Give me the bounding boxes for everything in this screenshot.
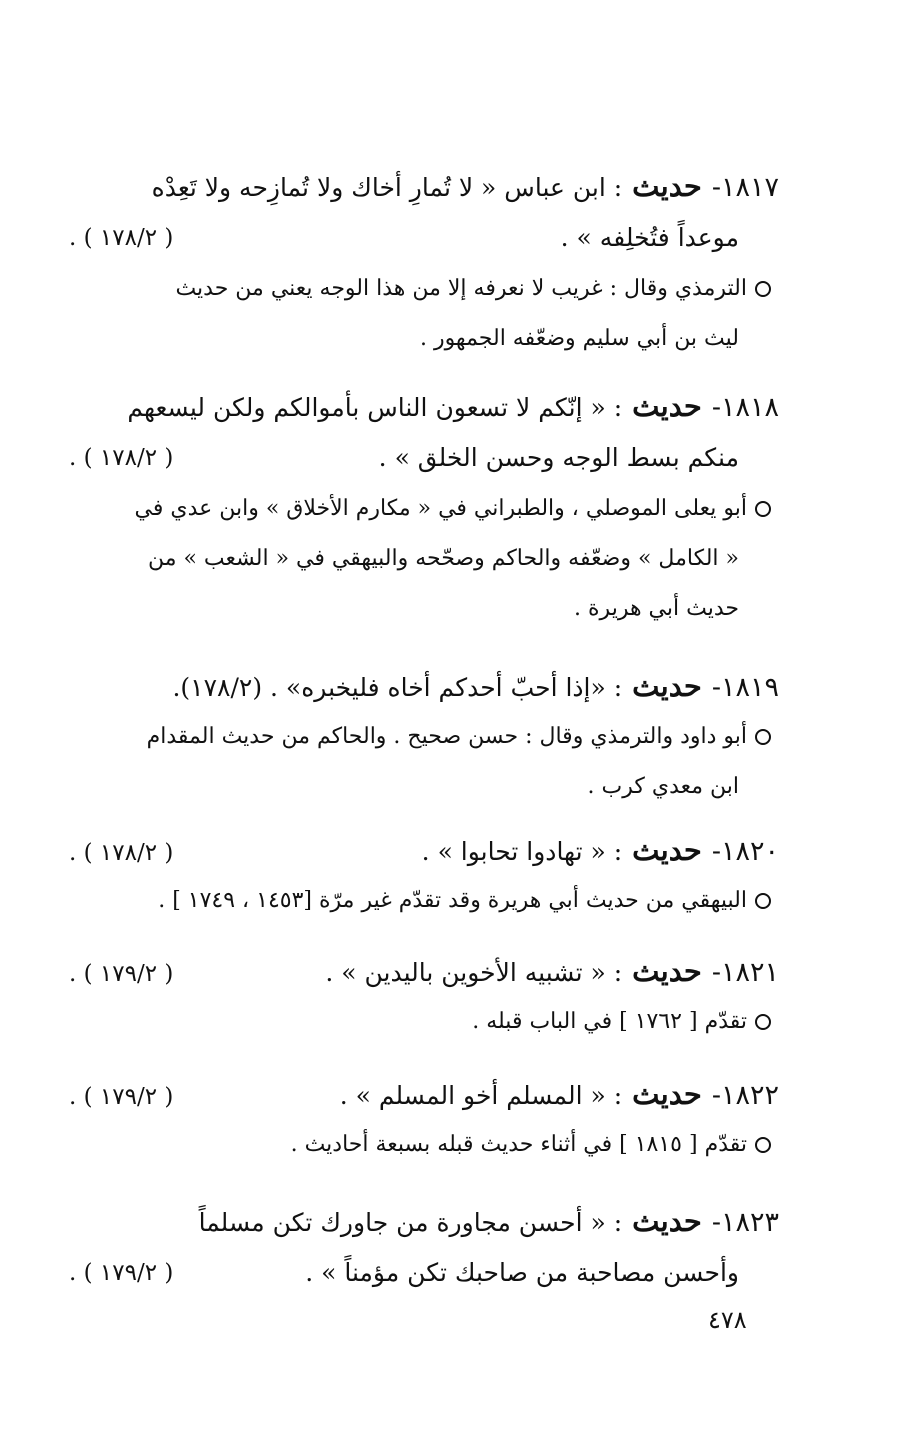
hadith-text: : « المسلم أخو المسلم » . (339, 1081, 623, 1110)
volume-page-ref: ( ١٧٩/٢ ) . (69, 961, 174, 987)
hadith-entry (69, 824, 779, 926)
entry-line-2 (69, 212, 779, 264)
hadith-text: : « أحسن مجاورة من جاورك تكن مسلماً (198, 1208, 623, 1237)
volume-page-ref: ( ١٧٩/٢ ) . (69, 1084, 174, 1110)
hadith-entry (69, 1195, 779, 1299)
entry-line-1 (69, 1195, 779, 1247)
hadith-entry (69, 1068, 779, 1170)
takhrij-note-continued: « الكامل » وضعّفه والحاكم وصحّحه والبيهقي في « الشعب » من (147, 546, 739, 571)
entry-number: ١٨١٨- (711, 392, 779, 423)
entry-number: ١٨٢٠- (711, 836, 779, 867)
hadith-keyword: حديث (632, 1204, 702, 1238)
hadith-entry (69, 945, 779, 1047)
bullet-circle-icon (755, 729, 771, 745)
hadith-keyword: حديث (632, 169, 702, 203)
page-number: ٤٧٨ (708, 1306, 747, 1334)
entry-number: ١٨١٩- (711, 672, 779, 703)
hadith-keyword: حديث (632, 1077, 702, 1111)
entry-number: ١٨٢١- (711, 957, 779, 988)
hadith-entry (69, 380, 779, 634)
hadith-keyword: حديث (632, 954, 702, 988)
hadith-text-continued: منكم بسط الوجه وحسن الخلق » . (378, 443, 739, 472)
hadith-keyword: حديث (632, 389, 702, 423)
entry-line-1 (69, 380, 779, 432)
entry-line-1 (69, 1068, 779, 1120)
bullet-circle-icon (755, 281, 771, 297)
entry-number: ١٨٢٣- (711, 1207, 779, 1238)
takhrij-note-continued: حديث أبي هريرة . (574, 596, 739, 621)
volume-page-ref: ( ١٧٨/٢ ) . (69, 445, 174, 471)
takhrij-note: تقدّم [ ١٨١٥ ] في أثناء حديث قبله بسبعة أحاديث . (69, 1120, 779, 1170)
hadith-keyword: حديث (632, 669, 702, 703)
entry-line-1 (69, 824, 779, 876)
volume-page-ref: ( ١٧٨/٢ ) . (69, 840, 174, 866)
takhrij-note: البيهقي من حديث أبي هريرة وقد تقدّم غير مرّة [١٤٥٣ ، ١٧٤٩ ] . (69, 876, 779, 926)
volume-page-ref: ( ١٧٩/٢ ) . (69, 1260, 174, 1286)
entry-line-2 (69, 1247, 779, 1299)
bullet-circle-icon (755, 501, 771, 517)
hadith-text: : « إنّكم لا تسعون الناس بأموالكم ولكن ليسعهم (127, 393, 623, 422)
entry-line-2 (69, 432, 779, 484)
takhrij-note: الترمذي وقال : غريب لا نعرفه إلا من هذا الوجه يعني من حديث (69, 264, 779, 314)
hadith-entry (69, 160, 779, 364)
hadith-entry (69, 660, 779, 812)
takhrij-note: أبو داود والترمذي وقال : حسن صحيح . والحاكم من حديث المقدام (69, 712, 779, 762)
takhrij-note-continued: ابن معدي كرب . (587, 774, 739, 799)
hadith-text-continued: وأحسن مصاحبة من صاحبك تكن مؤمناً » . (305, 1258, 739, 1287)
entry-number: ١٨١٧- (711, 172, 779, 203)
hadith-text: : «إذا أحبّ أحدكم أخاه فليخبره» . (١٧٨/٢). (172, 673, 623, 702)
volume-page-ref: ( ١٧٨/٢ ) . (69, 225, 174, 251)
takhrij-note-continued: ليث بن أبي سليم وضعّفه الجمهور . (419, 326, 739, 351)
hadith-text: : ابن عباس « لا تُمارِ أخاك ولا تُمازِحه ولا تَعِدْه (151, 173, 623, 202)
takhrij-note: تقدّم [ ١٧٦٢ ] في الباب قبله . (69, 997, 779, 1047)
hadith-keyword: حديث (632, 833, 702, 867)
bullet-circle-icon (755, 1014, 771, 1030)
entry-line-1 (69, 945, 779, 997)
hadith-text: : « تهادوا تحابوا » . (421, 837, 623, 866)
takhrij-note: أبو يعلى الموصلي ، والطبراني في « مكارم الأخلاق » وابن عدي في (69, 484, 779, 534)
entry-line-1 (69, 160, 779, 212)
hadith-text: : « تشبيه الأخوين باليدين » . (325, 958, 623, 987)
entry-number: ١٨٢٢- (711, 1080, 779, 1111)
entry-line-1 (69, 660, 779, 712)
bullet-circle-icon (755, 1137, 771, 1153)
hadith-text-continued: موعداً فتُخلِفه » . (560, 223, 739, 252)
bullet-circle-icon (755, 893, 771, 909)
